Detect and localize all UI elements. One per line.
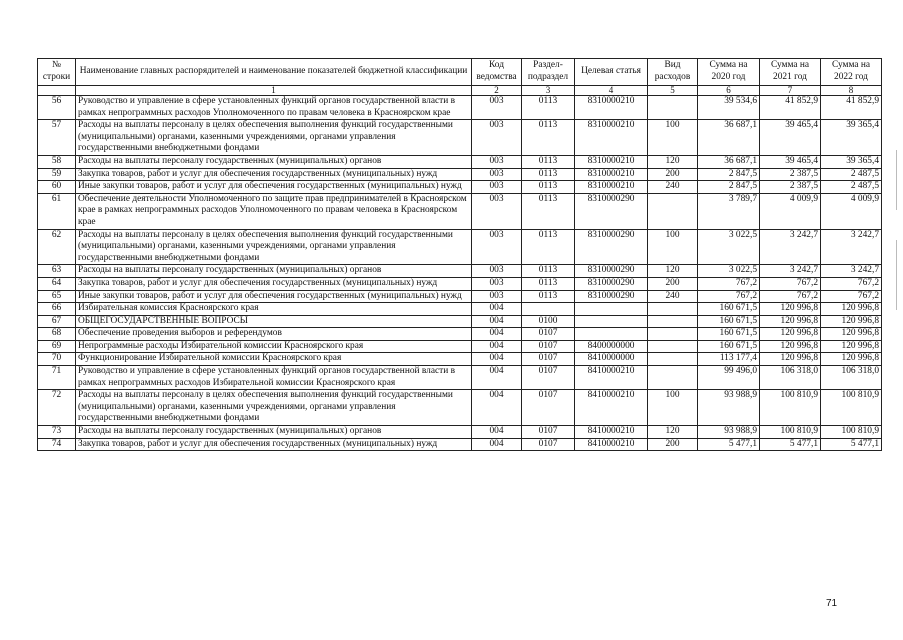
table-row xyxy=(38,168,882,181)
row-department-code: 003 xyxy=(472,265,522,278)
row-department-code: 003 xyxy=(472,155,522,168)
row-number: 58 xyxy=(38,155,76,168)
row-sum-2022: 2 487,5 xyxy=(821,181,882,194)
row-sum-2021: 767,2 xyxy=(760,290,821,303)
row-name: Расходы на выплаты персоналу в целях обеспечения выполнения функций государственными (муниципальными) органами, казенными учреждениями, органами управления государственными внебюджетными фондами xyxy=(76,120,472,156)
row-name: Обеспечение проведения выборов и референдумов xyxy=(76,328,472,341)
table-row xyxy=(38,155,882,168)
header-department-code: Код ведомства xyxy=(472,59,522,86)
scan-edge-mark xyxy=(896,240,897,310)
row-sum-2022: 41 852,9 xyxy=(821,96,882,120)
row-expense-type xyxy=(648,328,698,341)
row-name: Обеспечение деятельности Уполномоченного по защите прав предпринимателей в Красноярском крае в рамках непрограммных расходов Уполномоченного по правам человека в Красноярском крае xyxy=(76,193,472,229)
row-sum-2021: 120 996,8 xyxy=(760,315,821,328)
row-section xyxy=(522,303,575,316)
row-section: 0107 xyxy=(522,438,575,451)
row-name: Руководство и управление в сфере установленных функций органов государственной власти в рамках непрограммных расходов Уполномоченного по правам человека в Красноярском крае xyxy=(76,96,472,120)
row-expense-type xyxy=(648,303,698,316)
header-section: Раздел-подраздел xyxy=(522,59,575,86)
row-target-article xyxy=(575,315,648,328)
row-target-article xyxy=(575,303,648,316)
row-section: 0113 xyxy=(522,181,575,194)
row-section: 0107 xyxy=(522,353,575,366)
row-target-article: 8410000210 xyxy=(575,426,648,439)
row-department-code: 003 xyxy=(472,181,522,194)
row-sum-2022: 100 810,9 xyxy=(821,426,882,439)
table-row xyxy=(38,193,882,229)
row-sum-2021: 39 465,4 xyxy=(760,120,821,156)
row-sum-2020: 99 496,0 xyxy=(698,366,760,390)
column-number-row xyxy=(38,86,882,96)
row-section: 0113 xyxy=(522,168,575,181)
row-sum-2020: 160 671,5 xyxy=(698,328,760,341)
row-sum-2022: 106 318,0 xyxy=(821,366,882,390)
row-number: 67 xyxy=(38,315,76,328)
row-expense-type xyxy=(648,353,698,366)
row-section: 0113 xyxy=(522,96,575,120)
row-name: Иные закупки товаров, работ и услуг для обеспечения государственных (муниципальных) нужд xyxy=(76,290,472,303)
row-department-code: 004 xyxy=(472,390,522,426)
row-sum-2021: 120 996,8 xyxy=(760,353,821,366)
table-row xyxy=(38,366,882,390)
row-sum-2021: 100 810,9 xyxy=(760,390,821,426)
row-expense-type: 200 xyxy=(648,168,698,181)
row-expense-type: 120 xyxy=(648,265,698,278)
row-department-code: 004 xyxy=(472,438,522,451)
row-name: Закупка товаров, работ и услуг для обеспечения государственных (муниципальных) нужд xyxy=(76,277,472,290)
row-department-code: 003 xyxy=(472,229,522,265)
row-name: Расходы на выплаты персоналу государственных (муниципальных) органов xyxy=(76,265,472,278)
row-sum-2021: 3 242,7 xyxy=(760,229,821,265)
table-row xyxy=(38,120,882,156)
row-target-article: 8310000210 xyxy=(575,120,648,156)
row-target-article: 8410000210 xyxy=(575,438,648,451)
table-body xyxy=(38,96,882,451)
row-sum-2020: 36 687,1 xyxy=(698,155,760,168)
column-number: 3 xyxy=(522,86,575,96)
row-sum-2020: 36 687,1 xyxy=(698,120,760,156)
row-department-code: 003 xyxy=(472,168,522,181)
row-name: Расходы на выплаты персоналу государственных (муниципальных) органов xyxy=(76,155,472,168)
row-number: 71 xyxy=(38,366,76,390)
row-target-article: 8310000290 xyxy=(575,229,648,265)
row-target-article: 8310000210 xyxy=(575,181,648,194)
row-section: 0107 xyxy=(522,340,575,353)
row-target-article: 8410000210 xyxy=(575,366,648,390)
row-sum-2022: 120 996,8 xyxy=(821,353,882,366)
row-sum-2021: 39 465,4 xyxy=(760,155,821,168)
row-sum-2020: 2 847,5 xyxy=(698,168,760,181)
row-department-code: 004 xyxy=(472,303,522,316)
row-name: Расходы на выплаты персоналу государственных (муниципальных) органов xyxy=(76,426,472,439)
row-section: 0113 xyxy=(522,120,575,156)
row-section: 0107 xyxy=(522,426,575,439)
row-sum-2022: 3 242,7 xyxy=(821,229,882,265)
row-number: 70 xyxy=(38,353,76,366)
row-sum-2020: 113 177,4 xyxy=(698,353,760,366)
row-sum-2020: 3 022,5 xyxy=(698,265,760,278)
row-target-article: 8310000210 xyxy=(575,168,648,181)
row-sum-2021: 106 318,0 xyxy=(760,366,821,390)
row-department-code: 004 xyxy=(472,426,522,439)
row-number: 59 xyxy=(38,168,76,181)
table-row xyxy=(38,353,882,366)
row-number: 64 xyxy=(38,277,76,290)
row-sum-2021: 100 810,9 xyxy=(760,426,821,439)
page-number: 71 xyxy=(826,598,838,609)
row-target-article: 8310000290 xyxy=(575,277,648,290)
table-row xyxy=(38,328,882,341)
row-department-code: 003 xyxy=(472,277,522,290)
budget-table xyxy=(37,58,882,451)
row-expense-type: 120 xyxy=(648,155,698,168)
header-sum-2021: Сумма на 2021 год xyxy=(760,59,821,86)
row-sum-2022: 39 365,4 xyxy=(821,120,882,156)
row-name: Непрограммные расходы Избирательной комиссии Красноярского края xyxy=(76,340,472,353)
row-sum-2022: 3 242,7 xyxy=(821,265,882,278)
table-row xyxy=(38,390,882,426)
row-expense-type: 120 xyxy=(648,426,698,439)
row-name: Руководство и управление в сфере установленных функций органов государственной власти в рамках непрограммных расходов Избирательной комиссии Красноярского края xyxy=(76,366,472,390)
row-sum-2020: 93 988,9 xyxy=(698,426,760,439)
row-number: 63 xyxy=(38,265,76,278)
row-expense-type xyxy=(648,366,698,390)
row-section: 0107 xyxy=(522,390,575,426)
row-department-code: 003 xyxy=(472,96,522,120)
table-row xyxy=(38,290,882,303)
row-sum-2020: 767,2 xyxy=(698,277,760,290)
row-sum-2020: 3 789,7 xyxy=(698,193,760,229)
row-number: 74 xyxy=(38,438,76,451)
row-department-code: 003 xyxy=(472,290,522,303)
row-expense-type: 200 xyxy=(648,277,698,290)
column-number: 5 xyxy=(648,86,698,96)
row-number: 65 xyxy=(38,290,76,303)
row-name: Функционирование Избирательной комиссии Красноярского края xyxy=(76,353,472,366)
row-number: 56 xyxy=(38,96,76,120)
row-sum-2021: 41 852,9 xyxy=(760,96,821,120)
row-section: 0113 xyxy=(522,229,575,265)
column-number: 6 xyxy=(698,86,760,96)
row-department-code: 003 xyxy=(472,193,522,229)
row-target-article: 8310000290 xyxy=(575,265,648,278)
row-expense-type: 240 xyxy=(648,290,698,303)
row-number: 73 xyxy=(38,426,76,439)
column-number: 1 xyxy=(76,86,472,96)
row-number: 61 xyxy=(38,193,76,229)
row-sum-2020: 767,2 xyxy=(698,290,760,303)
row-department-code: 004 xyxy=(472,366,522,390)
row-name: Закупка товаров, работ и услуг для обеспечения государственных (муниципальных) нужд xyxy=(76,168,472,181)
row-sum-2021: 4 009,9 xyxy=(760,193,821,229)
column-number: 7 xyxy=(760,86,821,96)
row-name: Расходы на выплаты персоналу в целях обеспечения выполнения функций государственными (муниципальными) органами, казенными учреждениями, органами управления государственными внебюджетными фондами xyxy=(76,229,472,265)
row-target-article: 8310000210 xyxy=(575,155,648,168)
row-sum-2020: 93 988,9 xyxy=(698,390,760,426)
column-number: 8 xyxy=(821,86,882,96)
row-name: Закупка товаров, работ и услуг для обеспечения государственных (муниципальных) нужд xyxy=(76,438,472,451)
row-number: 60 xyxy=(38,181,76,194)
table-row xyxy=(38,340,882,353)
table-row xyxy=(38,303,882,316)
table-header-row xyxy=(38,59,882,86)
row-expense-type: 240 xyxy=(648,181,698,194)
row-name: Избирательная комиссия Красноярского края xyxy=(76,303,472,316)
row-section: 0113 xyxy=(522,193,575,229)
row-sum-2022: 767,2 xyxy=(821,290,882,303)
table-row xyxy=(38,315,882,328)
row-number: 66 xyxy=(38,303,76,316)
row-sum-2022: 2 487,5 xyxy=(821,168,882,181)
row-sum-2022: 4 009,9 xyxy=(821,193,882,229)
row-target-article: 8400000000 xyxy=(575,340,648,353)
row-expense-type xyxy=(648,193,698,229)
row-name: Расходы на выплаты персоналу в целях обеспечения выполнения функций государственными (муниципальными) органами, казенными учреждениями, органами управления государственными внебюджетными фондами xyxy=(76,390,472,426)
table-row xyxy=(38,265,882,278)
header-sum-2022: Сумма на 2022 год xyxy=(821,59,882,86)
row-department-code: 004 xyxy=(472,328,522,341)
row-department-code: 004 xyxy=(472,353,522,366)
row-section: 0113 xyxy=(522,265,575,278)
row-number: 69 xyxy=(38,340,76,353)
row-target-article xyxy=(575,328,648,341)
row-sum-2022: 100 810,9 xyxy=(821,390,882,426)
header-name: Наименование главных распорядителей и наименование показателей бюджетной классификации xyxy=(76,59,472,86)
row-sum-2020: 160 671,5 xyxy=(698,340,760,353)
row-name: ОБЩЕГОСУДАРСТВЕННЫЕ ВОПРОСЫ xyxy=(76,315,472,328)
row-sum-2020: 3 022,5 xyxy=(698,229,760,265)
row-sum-2021: 2 387,5 xyxy=(760,168,821,181)
row-expense-type: 100 xyxy=(648,120,698,156)
row-number: 72 xyxy=(38,390,76,426)
row-target-article: 8310000290 xyxy=(575,290,648,303)
row-sum-2021: 2 387,5 xyxy=(760,181,821,194)
row-sum-2020: 160 671,5 xyxy=(698,315,760,328)
row-expense-type: 100 xyxy=(648,390,698,426)
row-sum-2021: 120 996,8 xyxy=(760,303,821,316)
row-sum-2022: 39 365,4 xyxy=(821,155,882,168)
column-number: 4 xyxy=(575,86,648,96)
row-sum-2020: 5 477,1 xyxy=(698,438,760,451)
row-expense-type: 200 xyxy=(648,438,698,451)
row-sum-2021: 5 477,1 xyxy=(760,438,821,451)
row-department-code: 003 xyxy=(472,120,522,156)
row-expense-type xyxy=(648,315,698,328)
row-target-article: 8410000000 xyxy=(575,353,648,366)
row-section: 0113 xyxy=(522,277,575,290)
row-section: 0107 xyxy=(522,366,575,390)
row-sum-2022: 5 477,1 xyxy=(821,438,882,451)
row-expense-type xyxy=(648,340,698,353)
row-target-article: 8310000210 xyxy=(575,96,648,120)
table-row xyxy=(38,229,882,265)
row-number: 68 xyxy=(38,328,76,341)
row-number: 57 xyxy=(38,120,76,156)
row-expense-type: 100 xyxy=(648,229,698,265)
row-sum-2021: 767,2 xyxy=(760,277,821,290)
row-sum-2022: 120 996,8 xyxy=(821,328,882,341)
row-department-code: 004 xyxy=(472,340,522,353)
row-section: 0113 xyxy=(522,290,575,303)
table-row xyxy=(38,426,882,439)
header-target-article: Целевая статья xyxy=(575,59,648,86)
row-sum-2020: 2 847,5 xyxy=(698,181,760,194)
row-section: 0107 xyxy=(522,328,575,341)
row-expense-type xyxy=(648,96,698,120)
table-row xyxy=(38,96,882,120)
row-sum-2021: 120 996,8 xyxy=(760,328,821,341)
row-sum-2021: 120 996,8 xyxy=(760,340,821,353)
column-number: 2 xyxy=(472,86,522,96)
row-number: 62 xyxy=(38,229,76,265)
row-sum-2020: 160 671,5 xyxy=(698,303,760,316)
row-sum-2022: 120 996,8 xyxy=(821,315,882,328)
row-target-article: 8310000290 xyxy=(575,193,648,229)
row-section: 0100 xyxy=(522,315,575,328)
row-sum-2022: 120 996,8 xyxy=(821,303,882,316)
scan-edge-mark xyxy=(896,150,897,210)
header-expense-type: Вид расходов xyxy=(648,59,698,86)
row-sum-2022: 767,2 xyxy=(821,277,882,290)
row-name: Иные закупки товаров, работ и услуг для обеспечения государственных (муниципальных) нужд xyxy=(76,181,472,194)
row-section: 0113 xyxy=(522,155,575,168)
header-sum-2020: Сумма на 2020 год xyxy=(698,59,760,86)
row-target-article: 8410000210 xyxy=(575,390,648,426)
header-row-number: № строки xyxy=(38,59,76,86)
column-number xyxy=(38,86,76,96)
row-sum-2021: 3 242,7 xyxy=(760,265,821,278)
table-row xyxy=(38,181,882,194)
row-department-code: 004 xyxy=(472,315,522,328)
table-row xyxy=(38,438,882,451)
table-row xyxy=(38,277,882,290)
row-sum-2022: 120 996,8 xyxy=(821,340,882,353)
row-sum-2020: 39 534,6 xyxy=(698,96,760,120)
